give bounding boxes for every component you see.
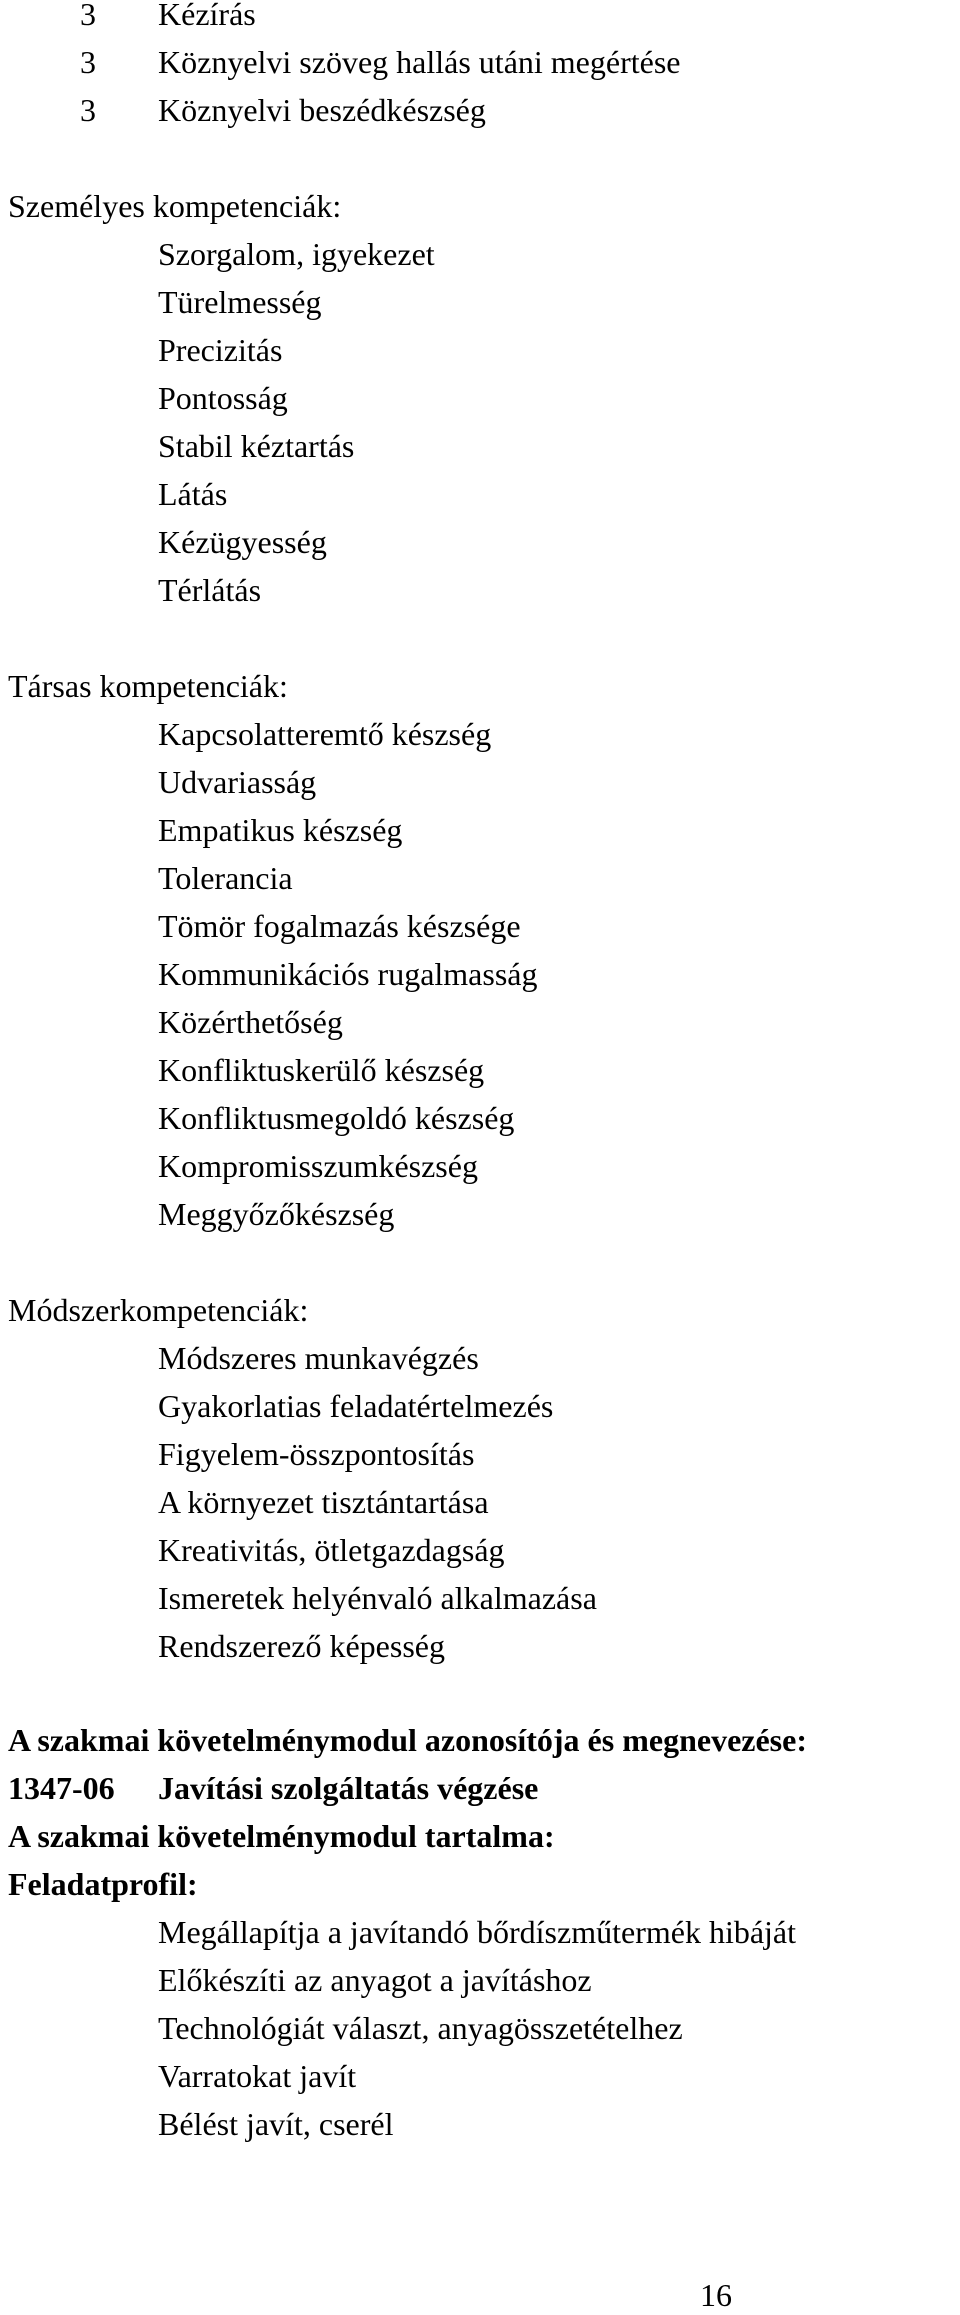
page-number: 16	[700, 2277, 732, 2313]
personal-item: Precizitás	[158, 332, 283, 368]
level-number: 3	[80, 0, 96, 32]
module-code: 1347-06	[8, 1770, 115, 1806]
method-item: A környezet tisztántartása	[158, 1484, 489, 1520]
personal-item: Pontosság	[158, 380, 288, 416]
social-item: Közérthetőség	[158, 1004, 343, 1040]
task-item: Technológiát választ, anyagösszetételhez	[158, 2010, 683, 2046]
personal-item: Türelmesség	[158, 284, 322, 320]
task-item: Megállapítja a javítandó bőrdíszműtermék hibáját	[158, 1914, 797, 1950]
social-item: Tolerancia	[158, 860, 293, 896]
method-item: Ismeretek helyénvaló alkalmazása	[158, 1580, 597, 1616]
social-competencies-heading: Társas kompetenciák:	[8, 668, 288, 704]
module-name: Javítási szolgáltatás végzése	[158, 1770, 539, 1806]
social-item: Kapcsolatteremtő készség	[158, 716, 492, 752]
skill-item: Köznyelvi szöveg hallás utáni megértése	[158, 44, 681, 80]
task-item: Bélést javít, cserél	[158, 2106, 394, 2142]
method-item: Rendszerező képesség	[158, 1628, 445, 1664]
social-item: Konfliktusmegoldó készség	[158, 1100, 515, 1136]
level-number: 3	[80, 44, 96, 80]
social-item: Meggyőzőkészség	[158, 1196, 395, 1232]
method-item: Módszeres munkavégzés	[158, 1340, 479, 1376]
skill-item: Köznyelvi beszédkészség	[158, 92, 486, 128]
social-item: Tömör fogalmazás készsége	[158, 908, 521, 944]
task-item: Varratokat javít	[158, 2058, 357, 2094]
task-profile-heading: Feladatprofil:	[8, 1866, 198, 1902]
social-item: Empatikus készség	[158, 812, 403, 848]
method-item: Figyelem-összpontosítás	[158, 1436, 475, 1472]
personal-item: Látás	[158, 476, 228, 512]
personal-item: Térlátás	[158, 572, 262, 608]
personal-item: Szorgalom, igyekezet	[158, 236, 435, 272]
personal-competencies-heading: Személyes kompetenciák:	[8, 188, 342, 224]
personal-item: Kézügyesség	[158, 524, 327, 560]
method-item: Kreativitás, ötletgazdagság	[158, 1532, 505, 1568]
social-item: Konfliktuskerülő készség	[158, 1052, 485, 1088]
level-number: 3	[80, 92, 96, 128]
task-item: Előkészíti az anyagot a javításhoz	[158, 1962, 592, 1998]
social-item: Kompromisszumkészség	[158, 1148, 478, 1184]
skill-item: Kézírás	[158, 0, 256, 32]
method-item: Gyakorlatias feladatértelmezés	[158, 1388, 554, 1424]
method-competencies-heading: Módszerkompetenciák:	[8, 1292, 309, 1328]
social-item: Udvariasság	[158, 764, 317, 800]
module-id-heading: A szakmai követelménymodul azonosítója és megnevezése:	[8, 1722, 807, 1758]
personal-item: Stabil kéztartás	[158, 428, 355, 464]
module-content-heading: A szakmai követelménymodul tartalma:	[8, 1818, 555, 1854]
social-item: Kommunikációs rugalmasság	[158, 956, 538, 992]
